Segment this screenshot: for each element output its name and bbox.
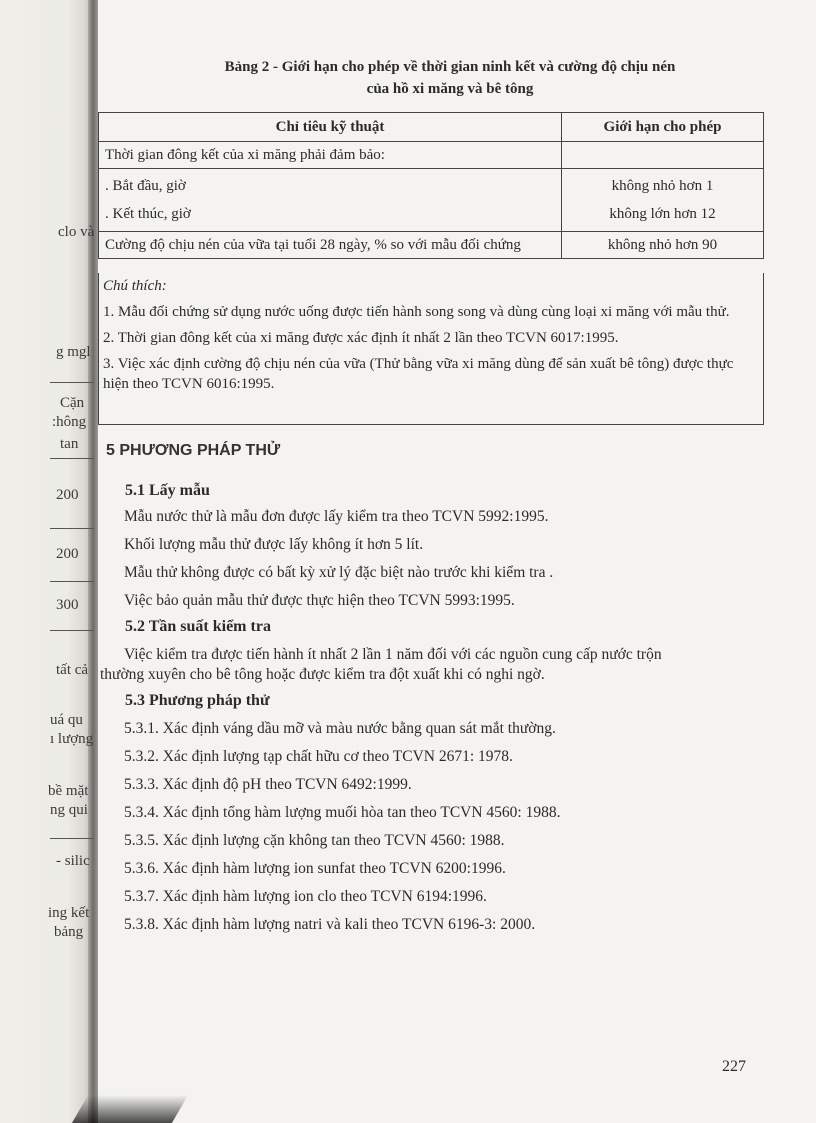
initial-setting-limit: không nhỏ hơn 1 [611, 178, 714, 194]
margin-fragment: 200 [56, 487, 79, 503]
margin-fragment: tan [60, 436, 79, 452]
margin-fragment: ı lượng [50, 731, 94, 747]
section-5-3-title: 5.3 Phương pháp thử [125, 692, 270, 709]
table-title-line2: của hồ xi măng và bê tông [366, 81, 534, 97]
margin-fragment: tất cả [56, 662, 89, 678]
table-row [99, 169, 764, 232]
margin-fragment: ing kết [48, 905, 90, 921]
previous-page-edge [0, 0, 96, 1123]
book-spine [88, 0, 98, 1123]
section-5-1-title: 5.1 Lấy mẫu [125, 482, 210, 499]
table-row [99, 232, 764, 259]
method-line: 5.3.5. Xác định lượng cặn không tan theo TCVN 4560: 1988. [124, 832, 505, 849]
sampling-line: Mẫu thử không được có bất kỳ xử lý đặc biệt nào trước khi kiểm tra . [124, 564, 554, 581]
method-line: 5.3.2. Xác định lượng tạp chất hữu cơ theo TCVN 2671: 1978. [124, 748, 513, 765]
margin-fragment: :hông [52, 414, 87, 430]
frequency-line: Việc kiểm tra được tiến hành ít nhất 2 lần 1 năm đối với các nguồn cung cấp nước trộn [124, 646, 662, 663]
setting-time-cell: Thời gian đông kết của xi măng phải đảm bảo: [99, 142, 562, 169]
compressive-strength-limit: không nhỏ hơn 90 [562, 232, 764, 259]
method-line: 5.3.7. Xác định hàm lượng ion clo theo TCVN 6194:1996. [124, 888, 487, 905]
frequency-line: thường xuyên cho bê tông hoặc được kiểm tra đột xuất khi có nghi ngờ. [100, 666, 545, 683]
setting-time-items [99, 169, 562, 232]
margin-fragment: bề mặt [48, 783, 89, 799]
setting-time-limits [562, 169, 764, 232]
method-line: 5.3.1. Xác định váng dầu mỡ và màu nước bằng quan sát mắt thường. [124, 720, 556, 737]
sampling-line: Mẫu nước thử là mẫu đơn được lấy kiểm tra theo TCVN 5992:1995. [124, 508, 549, 525]
margin-fragment: Cặn [60, 395, 85, 411]
section-5-heading: 5 PHƯƠNG PHÁP THỬ [106, 442, 281, 459]
table-header-row [99, 113, 764, 142]
notes-title: Chú thích: [103, 278, 167, 294]
sampling-line: Việc bảo quản mẫu thử được thực hiện theo TCVN 5993:1995. [124, 592, 515, 609]
method-line: 5.3.8. Xác định hàm lượng natri và kali theo TCVN 6196-3: 2000. [124, 916, 536, 933]
note-2: 2. Thời gian đông kết của xi măng được xác định ít nhất 2 lần theo TCVN 6017:1995. [103, 330, 619, 346]
margin-fragment: - silic [56, 853, 90, 869]
note-1: 1. Mẫu đối chứng sử dụng nước uống được tiến hành song song và dùng cùng loại xi măng với mẫu thử. [103, 304, 730, 320]
method-line: 5.3.4. Xác định tổng hàm lượng muối hòa tan theo TCVN 4560: 1988. [124, 804, 561, 821]
header-allowed-limit: Giới hạn cho phép [562, 113, 764, 142]
initial-setting-label: . Bắt đầu, giờ [105, 178, 186, 194]
method-line: 5.3.3. Xác định độ pH theo TCVN 6492:1999. [124, 776, 412, 793]
compressive-strength-cell: Cường độ chịu nén của vữa tại tuổi 28 ngày, % so với mẫu đối chứng [99, 232, 562, 259]
method-line: 5.3.6. Xác định hàm lượng ion sunfat theo TCVN 6200:1996. [124, 860, 506, 877]
margin-fragment: bảng [54, 924, 84, 940]
spec-table [98, 112, 764, 259]
margin-fragment: clo và [58, 224, 95, 240]
page-number: 227 [722, 1058, 746, 1075]
margin-rule [50, 630, 94, 631]
final-setting-limit: không lớn hơn 12 [609, 206, 716, 222]
margin-rule [50, 458, 94, 459]
margin-fragment: g mgl [56, 344, 91, 360]
margin-rule [50, 382, 94, 383]
margin-rule [50, 581, 94, 582]
note-3: 3. Việc xác định cường độ chịu nén của vữa (Thử bằng vữa xi măng dùng để sản xuất bê tông) được thực hiện theo TCVN 6016:1995. [103, 356, 734, 392]
margin-fragment: 200 [56, 546, 79, 562]
table-title-line1: Bảng 2 - Giới hạn cho phép về thời gian ninh kết và cường độ chịu nén [224, 59, 676, 75]
margin-rule [50, 528, 94, 529]
section-5-2-title: 5.2 Tần suất kiểm tra [125, 618, 271, 635]
table-row [99, 142, 764, 169]
final-setting-label: . Kết thúc, giờ [105, 206, 191, 222]
margin-fragment: ng qui [50, 802, 88, 818]
margin-rule [50, 838, 94, 839]
notes-box [98, 273, 764, 425]
empty-cell [562, 142, 764, 169]
margin-fragment: uá qu [50, 712, 83, 728]
margin-fragment: 300 [56, 597, 79, 613]
sampling-line: Khối lượng mẫu thử được lấy không ít hơn 5 lít. [124, 536, 424, 553]
header-technical-criteria: Chỉ tiêu kỹ thuật [99, 113, 562, 142]
page-curl-shadow [72, 1095, 188, 1123]
